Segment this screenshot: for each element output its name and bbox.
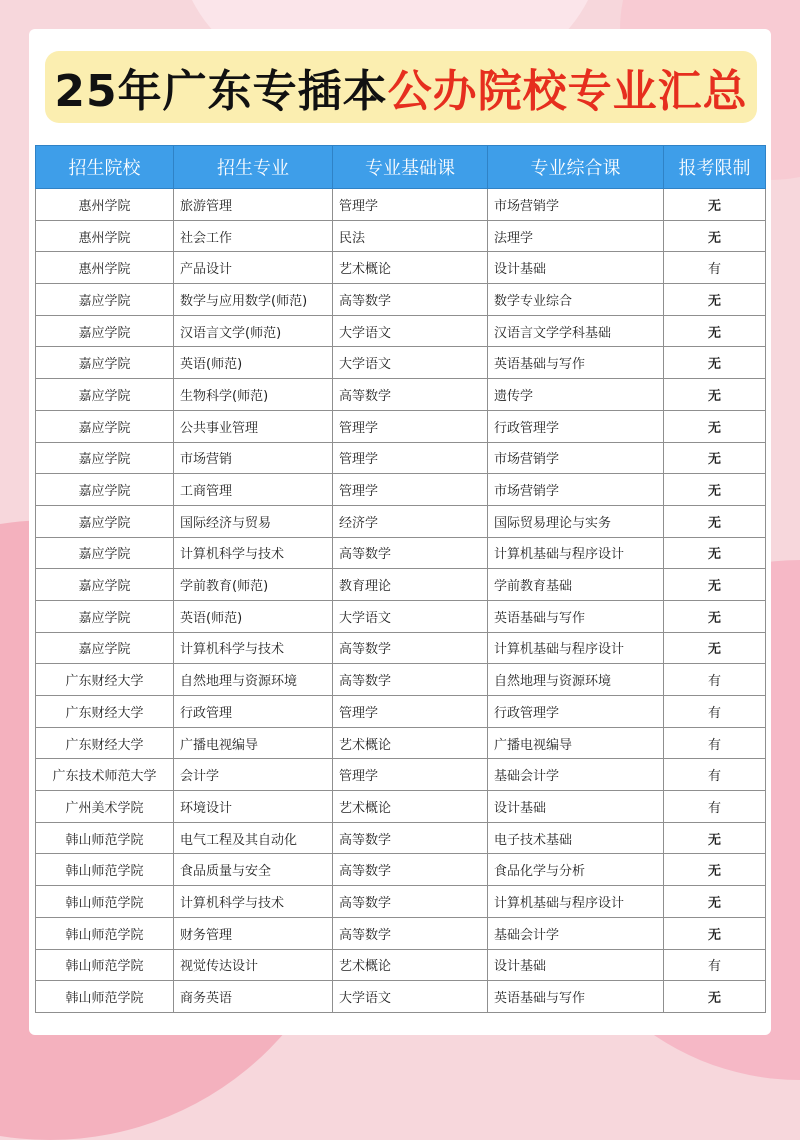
cell-limit: 无 bbox=[664, 600, 766, 632]
cell-major: 英语(师范) bbox=[174, 347, 333, 379]
table-row bbox=[36, 854, 766, 886]
cell-major: 广播电视编导 bbox=[174, 727, 333, 759]
table-row bbox=[36, 600, 766, 632]
cell-major: 食品质量与安全 bbox=[174, 854, 333, 886]
cell-basic-course: 管理学 bbox=[333, 189, 488, 221]
cell-limit: 有 bbox=[664, 727, 766, 759]
table-row bbox=[36, 791, 766, 823]
cell-limit: 无 bbox=[664, 347, 766, 379]
cell-major: 生物科学(师范) bbox=[174, 379, 333, 411]
cell-school: 广州美术学院 bbox=[36, 791, 174, 823]
cell-limit: 无 bbox=[664, 886, 766, 918]
cell-school: 嘉应学院 bbox=[36, 537, 174, 569]
table-row bbox=[36, 949, 766, 981]
cell-school: 惠州学院 bbox=[36, 220, 174, 252]
cell-basic-course: 高等数学 bbox=[333, 284, 488, 316]
cell-school: 嘉应学院 bbox=[36, 569, 174, 601]
cell-school: 嘉应学院 bbox=[36, 632, 174, 664]
table-row bbox=[36, 410, 766, 442]
cell-comprehensive-course: 设计基础 bbox=[488, 791, 664, 823]
cell-major: 国际经济与贸易 bbox=[174, 505, 333, 537]
cell-major: 计算机科学与技术 bbox=[174, 537, 333, 569]
cell-basic-course: 高等数学 bbox=[333, 379, 488, 411]
table-row bbox=[36, 379, 766, 411]
cell-basic-course: 民法 bbox=[333, 220, 488, 252]
cell-comprehensive-course: 计算机基础与程序设计 bbox=[488, 537, 664, 569]
cell-basic-course: 大学语文 bbox=[333, 315, 488, 347]
table-row bbox=[36, 474, 766, 506]
cell-major: 市场营销 bbox=[174, 442, 333, 474]
cell-comprehensive-course: 英语基础与写作 bbox=[488, 600, 664, 632]
header-basic-course: 专业基础课 bbox=[333, 146, 488, 189]
table-row bbox=[36, 442, 766, 474]
header-comprehensive-course: 专业综合课 bbox=[488, 146, 664, 189]
cell-comprehensive-course: 英语基础与写作 bbox=[488, 347, 664, 379]
cell-comprehensive-course: 行政管理学 bbox=[488, 410, 664, 442]
cell-school: 嘉应学院 bbox=[36, 474, 174, 506]
cell-major: 工商管理 bbox=[174, 474, 333, 506]
table-row bbox=[36, 220, 766, 252]
cell-basic-course: 高等数学 bbox=[333, 822, 488, 854]
cell-major: 英语(师范) bbox=[174, 600, 333, 632]
cell-comprehensive-course: 学前教育基础 bbox=[488, 569, 664, 601]
cell-school: 惠州学院 bbox=[36, 189, 174, 221]
cell-limit: 有 bbox=[664, 759, 766, 791]
table-row bbox=[36, 664, 766, 696]
cell-school: 韩山师范学院 bbox=[36, 822, 174, 854]
cell-school: 嘉应学院 bbox=[36, 284, 174, 316]
cell-limit: 无 bbox=[664, 981, 766, 1013]
cell-comprehensive-course: 电子技术基础 bbox=[488, 822, 664, 854]
cell-school: 韩山师范学院 bbox=[36, 917, 174, 949]
cell-comprehensive-course: 广播电视编导 bbox=[488, 727, 664, 759]
cell-major: 数学与应用数学(师范) bbox=[174, 284, 333, 316]
title-highlight: 公办院校专业汇总 bbox=[387, 66, 748, 117]
table-row bbox=[36, 347, 766, 379]
cell-limit: 有 bbox=[664, 664, 766, 696]
cell-major: 学前教育(师范) bbox=[174, 569, 333, 601]
cell-limit: 无 bbox=[664, 917, 766, 949]
cell-school: 韩山师范学院 bbox=[36, 949, 174, 981]
table-row bbox=[36, 252, 766, 284]
cell-major: 环境设计 bbox=[174, 791, 333, 823]
cell-limit: 无 bbox=[664, 537, 766, 569]
cell-basic-course: 高等数学 bbox=[333, 854, 488, 886]
cell-basic-course: 高等数学 bbox=[333, 917, 488, 949]
cell-major: 产品设计 bbox=[174, 252, 333, 284]
table-row bbox=[36, 917, 766, 949]
cell-comprehensive-course: 设计基础 bbox=[488, 949, 664, 981]
cell-comprehensive-course: 行政管理学 bbox=[488, 696, 664, 728]
cell-basic-course: 教育理论 bbox=[333, 569, 488, 601]
cell-school: 嘉应学院 bbox=[36, 410, 174, 442]
cell-limit: 无 bbox=[664, 284, 766, 316]
cell-limit: 无 bbox=[664, 315, 766, 347]
cell-comprehensive-course: 基础会计学 bbox=[488, 759, 664, 791]
cell-school: 嘉应学院 bbox=[36, 505, 174, 537]
cell-basic-course: 艺术概论 bbox=[333, 791, 488, 823]
cell-school: 嘉应学院 bbox=[36, 379, 174, 411]
cell-comprehensive-course: 食品化学与分析 bbox=[488, 854, 664, 886]
table-row bbox=[36, 315, 766, 347]
table-row bbox=[36, 189, 766, 221]
cell-major: 电气工程及其自动化 bbox=[174, 822, 333, 854]
header-major: 招生专业 bbox=[174, 146, 333, 189]
header-limit: 报考限制 bbox=[664, 146, 766, 189]
page-title bbox=[45, 51, 757, 123]
cell-limit: 无 bbox=[664, 632, 766, 664]
cell-major: 商务英语 bbox=[174, 981, 333, 1013]
table-row bbox=[36, 981, 766, 1013]
cell-school: 嘉应学院 bbox=[36, 315, 174, 347]
cell-limit: 无 bbox=[664, 854, 766, 886]
cell-school: 韩山师范学院 bbox=[36, 981, 174, 1013]
cell-limit: 无 bbox=[664, 442, 766, 474]
cell-comprehensive-course: 国际贸易理论与实务 bbox=[488, 505, 664, 537]
table-row bbox=[36, 505, 766, 537]
table-row bbox=[36, 759, 766, 791]
cell-major: 会计学 bbox=[174, 759, 333, 791]
header-school: 招生院校 bbox=[36, 146, 174, 189]
cell-basic-course: 经济学 bbox=[333, 505, 488, 537]
content-card bbox=[29, 29, 771, 1035]
cell-basic-course: 高等数学 bbox=[333, 632, 488, 664]
table-row bbox=[36, 537, 766, 569]
cell-limit: 无 bbox=[664, 569, 766, 601]
cell-school: 广东财经大学 bbox=[36, 664, 174, 696]
table-row bbox=[36, 696, 766, 728]
cell-major: 财务管理 bbox=[174, 917, 333, 949]
cell-basic-course: 高等数学 bbox=[333, 886, 488, 918]
table-row bbox=[36, 632, 766, 664]
cell-limit: 无 bbox=[664, 410, 766, 442]
cell-comprehensive-course: 设计基础 bbox=[488, 252, 664, 284]
cell-major: 行政管理 bbox=[174, 696, 333, 728]
cell-major: 自然地理与资源环境 bbox=[174, 664, 333, 696]
table-header-row bbox=[36, 146, 766, 189]
cell-comprehensive-course: 计算机基础与程序设计 bbox=[488, 886, 664, 918]
cell-limit: 有 bbox=[664, 791, 766, 823]
cell-basic-course: 大学语文 bbox=[333, 981, 488, 1013]
cell-comprehensive-course: 计算机基础与程序设计 bbox=[488, 632, 664, 664]
cell-limit: 无 bbox=[664, 474, 766, 506]
cell-comprehensive-course: 自然地理与资源环境 bbox=[488, 664, 664, 696]
cell-basic-course: 艺术概论 bbox=[333, 252, 488, 284]
cell-limit: 无 bbox=[664, 505, 766, 537]
cell-basic-course: 大学语文 bbox=[333, 347, 488, 379]
cell-basic-course: 管理学 bbox=[333, 474, 488, 506]
cell-major: 社会工作 bbox=[174, 220, 333, 252]
cell-comprehensive-course: 数学专业综合 bbox=[488, 284, 664, 316]
cell-limit: 有 bbox=[664, 252, 766, 284]
cell-comprehensive-course: 基础会计学 bbox=[488, 917, 664, 949]
cell-comprehensive-course: 英语基础与写作 bbox=[488, 981, 664, 1013]
cell-basic-course: 大学语文 bbox=[333, 600, 488, 632]
cell-basic-course: 管理学 bbox=[333, 410, 488, 442]
cell-school: 广东财经大学 bbox=[36, 696, 174, 728]
cell-major: 视觉传达设计 bbox=[174, 949, 333, 981]
cell-school: 惠州学院 bbox=[36, 252, 174, 284]
cell-limit: 无 bbox=[664, 220, 766, 252]
cell-basic-course: 管理学 bbox=[333, 442, 488, 474]
cell-school: 韩山师范学院 bbox=[36, 886, 174, 918]
cell-limit: 无 bbox=[664, 379, 766, 411]
cell-limit: 无 bbox=[664, 189, 766, 221]
cell-school: 嘉应学院 bbox=[36, 347, 174, 379]
cell-basic-course: 高等数学 bbox=[333, 664, 488, 696]
cell-major: 旅游管理 bbox=[174, 189, 333, 221]
table-row bbox=[36, 727, 766, 759]
cell-basic-course: 艺术概论 bbox=[333, 727, 488, 759]
cell-school: 广东技术师范大学 bbox=[36, 759, 174, 791]
table-row bbox=[36, 569, 766, 601]
title-main: 25年广东专插本 bbox=[54, 66, 388, 117]
table-row bbox=[36, 886, 766, 918]
table-row bbox=[36, 284, 766, 316]
cell-limit: 无 bbox=[664, 822, 766, 854]
cell-limit: 有 bbox=[664, 696, 766, 728]
cell-comprehensive-course: 法理学 bbox=[488, 220, 664, 252]
cell-basic-course: 艺术概论 bbox=[333, 949, 488, 981]
table-row bbox=[36, 822, 766, 854]
cell-basic-course: 高等数学 bbox=[333, 537, 488, 569]
cell-basic-course: 管理学 bbox=[333, 696, 488, 728]
cell-comprehensive-course: 市场营销学 bbox=[488, 442, 664, 474]
cell-major: 计算机科学与技术 bbox=[174, 886, 333, 918]
majors-table bbox=[35, 145, 766, 1013]
cell-comprehensive-course: 遗传学 bbox=[488, 379, 664, 411]
cell-school: 嘉应学院 bbox=[36, 442, 174, 474]
cell-comprehensive-course: 市场营销学 bbox=[488, 189, 664, 221]
cell-comprehensive-course: 市场营销学 bbox=[488, 474, 664, 506]
cell-limit: 有 bbox=[664, 949, 766, 981]
cell-comprehensive-course: 汉语言文学学科基础 bbox=[488, 315, 664, 347]
cell-school: 嘉应学院 bbox=[36, 600, 174, 632]
cell-school: 韩山师范学院 bbox=[36, 854, 174, 886]
cell-major: 计算机科学与技术 bbox=[174, 632, 333, 664]
cell-major: 汉语言文学(师范) bbox=[174, 315, 333, 347]
cell-school: 广东财经大学 bbox=[36, 727, 174, 759]
cell-basic-course: 管理学 bbox=[333, 759, 488, 791]
cell-major: 公共事业管理 bbox=[174, 410, 333, 442]
